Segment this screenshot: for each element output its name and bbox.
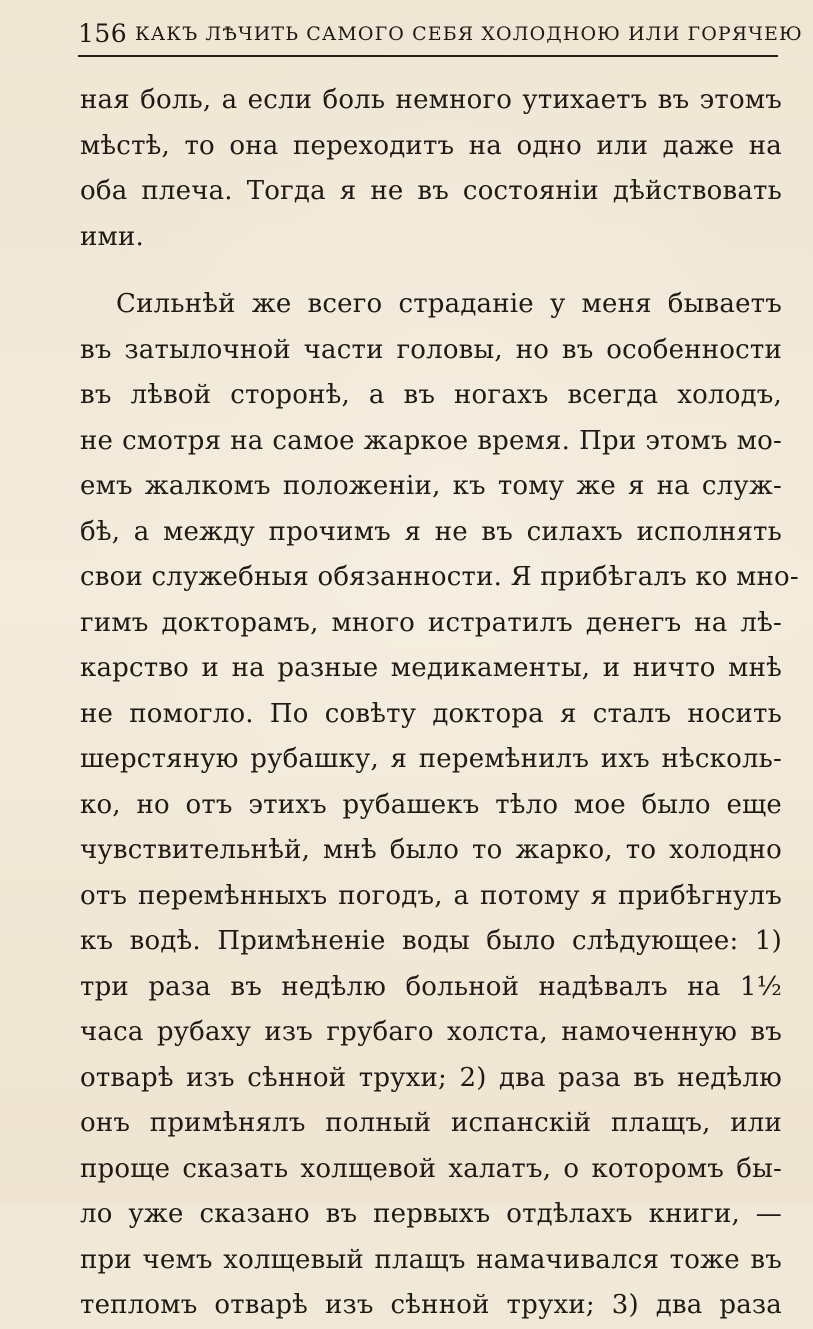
text-line: не смотря на самое жаркое время. При этомъ мо- bbox=[80, 425, 782, 456]
text-line: оба плеча. Тогда я не въ состояніи дѣйствовать bbox=[80, 176, 782, 206]
text-line: карство и на разные медикаменты, и ничто мнѣ bbox=[80, 653, 782, 683]
body-text bbox=[80, 78, 799, 1329]
text-line: три раза въ недѣлю больной надѣвалъ на 1½ bbox=[80, 971, 782, 1002]
text-line: при чемъ холщевый плащъ намачивался тоже въ bbox=[80, 1244, 782, 1275]
text-line: онъ примѣнялъ полный испанскій плащъ, или bbox=[80, 1108, 782, 1138]
text-line: Сильнѣй же всего страданіе у меня бываетъ bbox=[116, 289, 782, 319]
text-line: отварѣ изъ сѣнной трухи; 2) два раза въ недѣлю bbox=[80, 1062, 782, 1093]
text-line: гимъ докторамъ, много истратилъ денегъ на лѣ- bbox=[80, 607, 782, 638]
text-line: чувствительнѣй, мнѣ было то жарко, то холодно bbox=[80, 835, 782, 865]
text-line: не помогло. По совѣту доктора я сталъ носить bbox=[80, 698, 782, 729]
text-line: мѣстѣ, то она переходитъ на одно или даже на bbox=[80, 130, 782, 161]
text-line: ко, но отъ этихъ рубашекъ тѣло мое было еще bbox=[80, 789, 782, 820]
text-line: емъ жалкомъ положеніи, къ тому же я на служ- bbox=[80, 471, 782, 501]
text-line: въ затылочной части головы, но въ особенности bbox=[80, 334, 782, 365]
text-line: отъ перемѣнныхъ погодъ, а потому я прибѣгнулъ bbox=[80, 880, 782, 911]
page-number: 156 bbox=[78, 19, 128, 48]
text-line: ло уже сказано въ первыхъ отдѣлахъ книги, — bbox=[80, 1199, 782, 1229]
text-line: въ лѣвой сторонѣ, а въ ногахъ всегда холодъ, bbox=[80, 380, 782, 410]
text-line: часа рубаху изъ грубаго холста, намоченную въ bbox=[80, 1017, 782, 1047]
running-title: КАКЪ ЛѢЧИТЬ САМОГО СЕБЯ ХОЛОДНОЮ ИЛИ ГОРЯЧЕЮ bbox=[135, 23, 803, 45]
paragraph-gap bbox=[80, 260, 782, 282]
header-rule bbox=[78, 55, 778, 57]
text-line: бѣ, а между прочимъ я не въ силахъ исполнять bbox=[80, 516, 782, 547]
text-line: шерстяную рубашку, я перемѣнилъ ихъ нѣсколь- bbox=[80, 744, 782, 774]
text-line: къ водѣ. Примѣненіе воды было слѣдующее: 1) bbox=[80, 926, 782, 956]
running-head bbox=[78, 14, 803, 54]
text-line: проще сказать холщевой халатъ, о которомъ бы- bbox=[80, 1153, 782, 1184]
text-line: ная боль, а если боль немного утихаетъ въ этомъ bbox=[80, 85, 782, 115]
text-line: свои служебныя обязанности. Я прибѣгалъ ко мно- bbox=[80, 562, 799, 592]
text-line: тепломъ отварѣ изъ сѣнной трухи; 3) два раза bbox=[80, 1290, 782, 1320]
text-line: ими. bbox=[80, 221, 144, 252]
